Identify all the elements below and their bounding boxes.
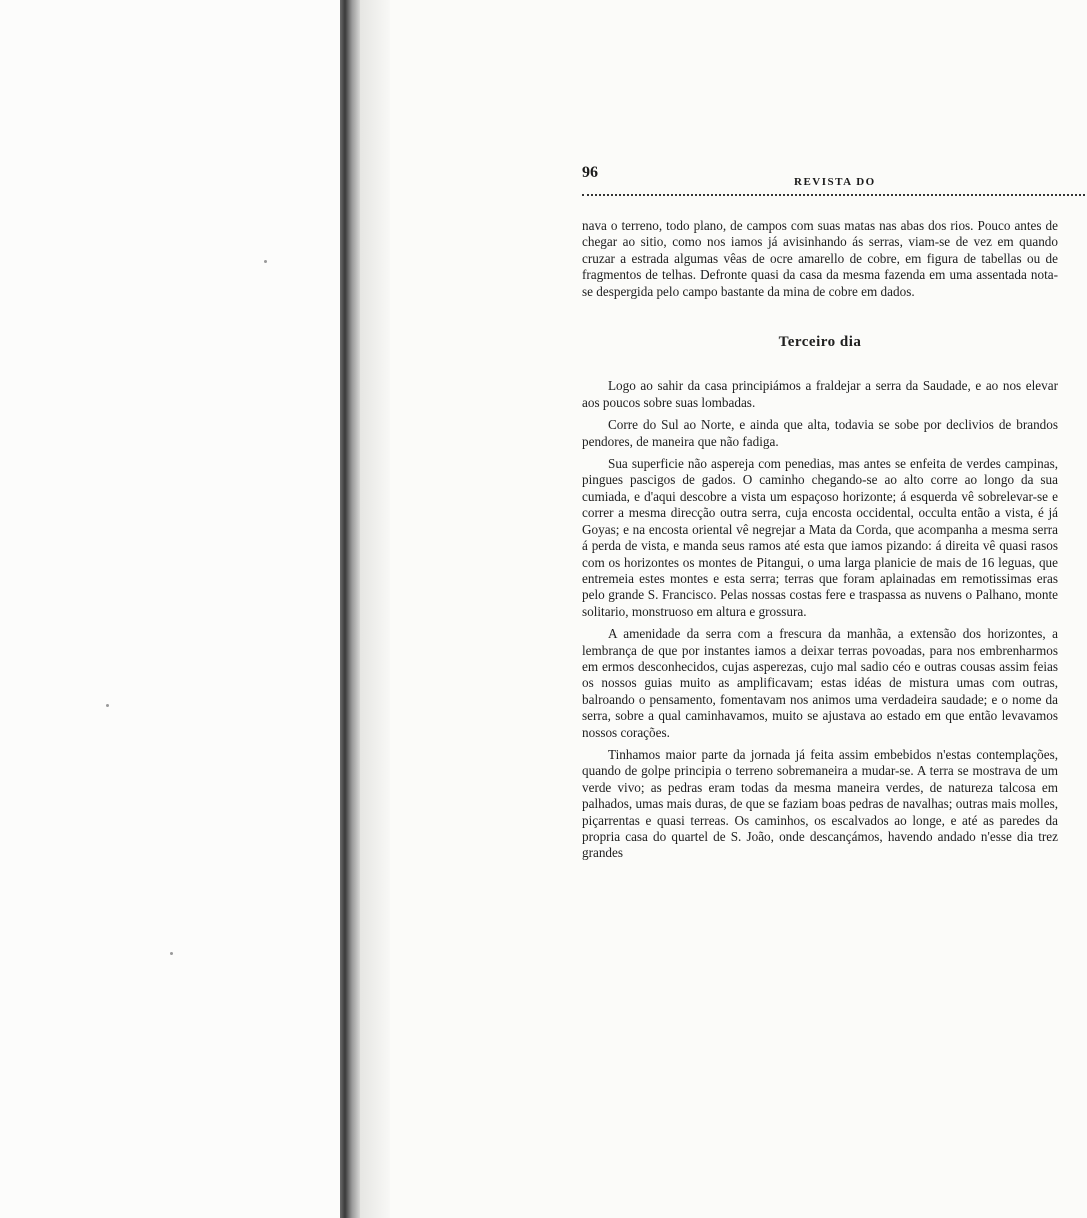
left-blank-page <box>0 0 342 1218</box>
paper-speck <box>264 260 267 263</box>
paragraph: Sua superficie não aspereja com penedias, mas antes se enfeita de verdes campinas, pingues pascigos de gados. O caminho chegando-se ao alto corre ao longo da sua cumiada, e d'aqui descobre a vista um espaçoso horizonte; á esquerda vê sobrelevar-se e correr a mesma direcção outra serra, cuja encosta occidental, occulta então a vista, é já Goyas; e na encosta oriental vê negrejar a Mata da Corda, que acompanha a mesma serra á perda de vista, e manda seus ramos até esta que iamos pizando: á direita vê quasi rasos com os horizontes os montes de Pitangui, o uma larga planicie de mais de 16 leguas, que entremeia estes montes e esta serra; terras que foram aplainadas em remotissimas eras pelo grande S. Francisco. Pelas nossas costas fere e traspassa as nuvens o Palhano, monte solitario, monstruoso em altura e grossura. <box>582 456 1058 619</box>
running-head: REVISTA DO <box>794 176 876 188</box>
paper-speck <box>106 704 109 707</box>
paragraph: Tinhamos maior parte da jornada já feita assim embebidos n'estas contemplações, quando de golpe principia o terreno sobremaneira a mudar-se. A terra se mostrava de um verde vivo; as pedras eram todas da mesma maneira verdes, de natureza talcosa em palhados, umas mais duras, de que se faziam boas pedras de navalhas; outras mais molles, piçarrentas e quasi terreas. Os caminhos, os escalvados ao longe, e até as paredes da propria casa do quartel de S. João, onde descançámos, havendo andado n'esse dia trez grandes <box>582 746 1058 861</box>
book-spine-shadow <box>340 0 360 1218</box>
body-text <box>582 218 1058 862</box>
page-number: 96 <box>582 164 598 181</box>
gutter-gradient <box>360 0 390 1218</box>
paragraph: Corre do Sul ao Norte, e ainda que alta, todavia se sobe por declivios de brandos pendores, de maneira que não fadiga. <box>582 417 1058 449</box>
page-header <box>582 164 1058 192</box>
header-rule <box>582 194 1085 196</box>
right-text-page <box>582 164 1058 868</box>
section-title: Terceiro dia <box>778 334 862 351</box>
paragraph: Logo ao sahir da casa principiámos a fraldejar a serra da Saudade, e ao nos elevar aos poucos sobre suas lombadas. <box>582 378 1058 410</box>
paragraph-continuation: nava o terreno, todo plano, de campos com suas matas nas abas dos rios. Pouco antes de chegar ao sitio, como nos iamos já avisinhando ás serras, viam-se de vez em quando cruzar a estrada algumas vêas de ocre amarello de cobre, em figura de tabellas ou de fragmentos de telhas. Defronte quasi da casa da mesma fazenda em uma assentada nota-se despergida pelo campo bastante da mina de cobre em dados. <box>582 218 1058 299</box>
paragraph: A amenidade da serra com a frescura da manhãa, a extensão dos horizontes, a lembrança de que por instantes iamos a deixar terras povoadas, para nos embrenharmos em ermos desconhecidos, cujas asperezas, cujo mal sadio céo e outras cousas assim feias os nossos guias muito as amplificavam; estas idéas de mistura umas com outras, balroando o pensamento, fomentavam nos animos uma verdadeira saudade; e o nome da serra, sobre a qual caminhavamos, muito se ajustava ao estado em que então levavamos nossos corações. <box>582 626 1058 740</box>
paper-speck <box>170 952 173 955</box>
